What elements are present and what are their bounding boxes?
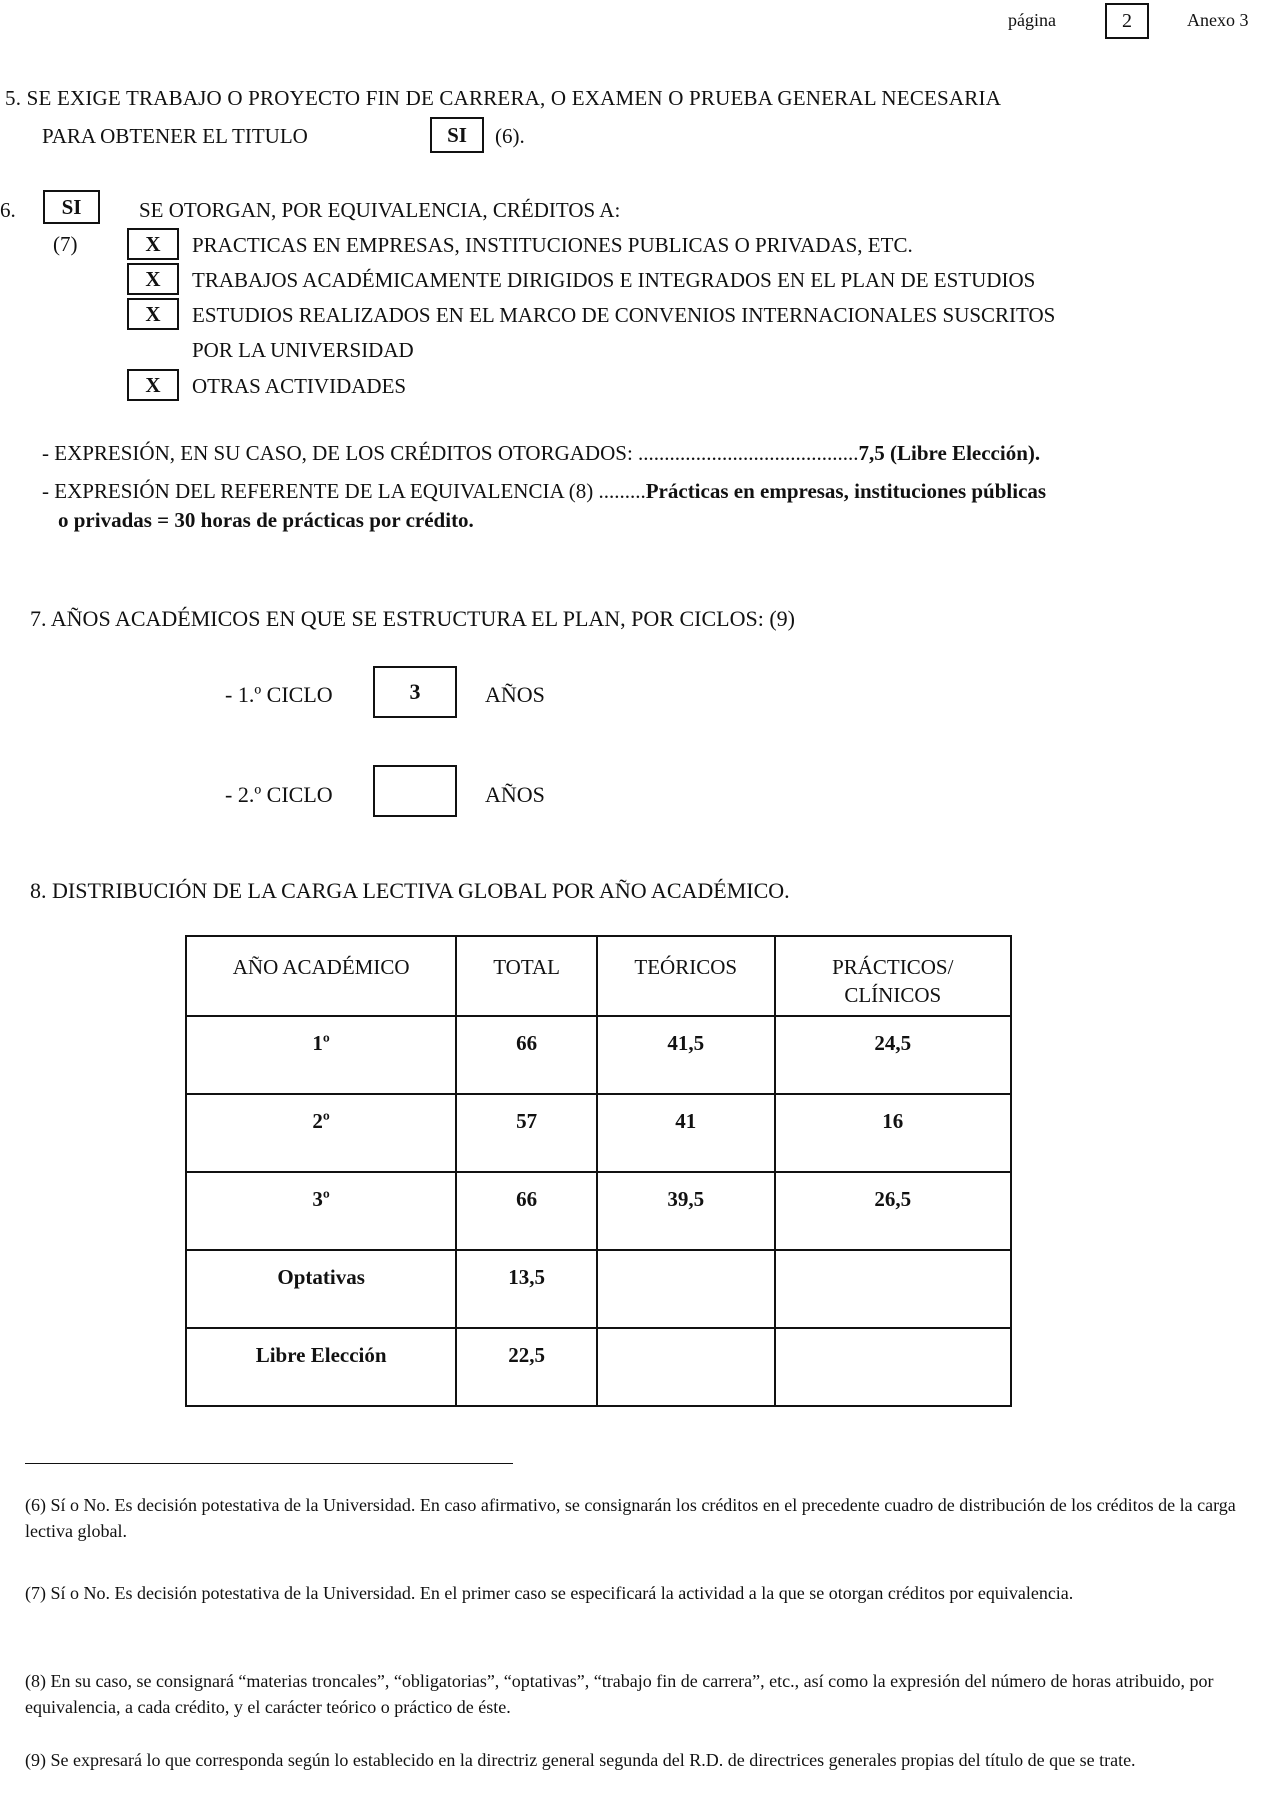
cycle1-years-label: AÑOS [485, 682, 545, 707]
credits-label: - EXPRESIÓN, EN SU CASO, DE LOS CRÉDITOS OTORGADOS: .......................................... [42, 441, 859, 465]
cell-year: 3º [186, 1172, 456, 1250]
col-header-practice-1: PRÁCTICOS/ [832, 955, 954, 979]
check-box-estudios: X [127, 298, 179, 330]
section5-answer-box: SI [430, 117, 484, 153]
equiv-label: - EXPRESIÓN DEL REFERENTE DE LA EQUIVALENCIA (8) ......... [42, 479, 646, 503]
item-trabajos: TRABAJOS ACADÉMICAMENTE DIRIGIDOS E INTEGRADOS EN EL PLAN DE ESTUDIOS [192, 268, 1036, 292]
col-header-theory: TEÓRICOS [597, 936, 775, 1016]
check-box-otras: X [127, 369, 179, 401]
cell-practice: 26,5 [775, 1172, 1011, 1250]
section6-heading: SE OTORGAN, POR EQUIVALENCIA, CRÉDITOS A: [139, 198, 621, 222]
footnote-6: (6) Sí o No. Es decisión potestativa de la Universidad. En caso afirmativo, se consignarán los créditos en el precedente cuadro de distribución de los créditos de la carga lectiva global. [25, 1495, 1236, 1541]
item-practicas: PRACTICAS EN EMPRESAS, INSTITUCIONES PUBLICAS O PRIVADAS, ETC. [192, 233, 913, 257]
cycle1-label: - 1.º CICLO [225, 682, 333, 707]
table-row [186, 1172, 1011, 1250]
workload-table [185, 935, 1012, 1407]
cell-year: 2º [186, 1094, 456, 1172]
footnote-divider [25, 1463, 513, 1464]
table-row [186, 1094, 1011, 1172]
section6-note: (7) [53, 232, 78, 256]
cycle2-value-box [373, 765, 457, 817]
equivalence-expression [42, 479, 1046, 504]
cell-practice: 16 [775, 1094, 1011, 1172]
footnote-9: (9) Se expresará lo que corresponda según lo establecido en la directriz general segunda del R.D. de directrices generales propias del título de que se trate. [25, 1750, 1136, 1770]
cell-year: Libre Elección [186, 1328, 456, 1406]
cell-total: 57 [456, 1094, 597, 1172]
cycle1-value-box: 3 [373, 666, 457, 718]
table-row [186, 1328, 1011, 1406]
page-label: página [1008, 10, 1056, 30]
col-header-year: AÑO ACADÉMICO [186, 936, 456, 1016]
table-row [186, 1016, 1011, 1094]
cycle2-label: - 2.º CICLO [225, 782, 333, 807]
cell-year: 1º [186, 1016, 456, 1094]
cell-practice: 24,5 [775, 1016, 1011, 1094]
cell-practice [775, 1328, 1011, 1406]
item-estudios: ESTUDIOS REALIZADOS EN EL MARCO DE CONVENIOS INTERNACIONALES SUSCRITOS [192, 303, 1056, 327]
section7-heading: 7. AÑOS ACADÉMICOS EN QUE SE ESTRUCTURA EL PLAN, POR CICLOS: (9) [30, 606, 795, 631]
section6-number: 6. [0, 198, 16, 222]
cell-total: 66 [456, 1172, 597, 1250]
section8-heading: 8. DISTRIBUCIÓN DE LA CARGA LECTIVA GLOBAL POR AÑO ACADÉMICO. [30, 878, 790, 903]
credits-value: 7,5 (Libre Elección). [858, 441, 1041, 465]
annex-label: Anexo 3 [1187, 10, 1249, 30]
cycle2-years-label: AÑOS [485, 782, 545, 807]
item-otras: OTRAS ACTIVIDADES [192, 374, 407, 398]
cell-theory [597, 1250, 775, 1328]
cell-total: 22,5 [456, 1328, 597, 1406]
equiv-value: Prácticas en empresas, instituciones públicas [645, 479, 1047, 503]
cell-total: 66 [456, 1016, 597, 1094]
check-box-practicas: X [127, 228, 179, 260]
cell-theory: 41 [597, 1094, 775, 1172]
cell-year: Optativas [186, 1250, 456, 1328]
section5-note: (6). [495, 124, 525, 148]
table-header-row [186, 936, 1011, 1016]
col-header-total: TOTAL [456, 936, 597, 1016]
section6-answer-box: SI [43, 190, 100, 224]
cell-practice [775, 1250, 1011, 1328]
credits-expression [42, 441, 1040, 466]
col-header-practice [775, 936, 1011, 1016]
equiv-value-continued: o privadas = 30 horas de prácticas por crédito. [58, 508, 474, 532]
item-estudios-continued: POR LA UNIVERSIDAD [192, 338, 414, 362]
cell-theory [597, 1328, 775, 1406]
section5-line1: 5. SE EXIGE TRABAJO O PROYECTO FIN DE CARRERA, O EXAMEN O PRUEBA GENERAL NECESARIA [5, 86, 1002, 110]
page-number-box: 2 [1105, 3, 1149, 39]
cell-theory: 41,5 [597, 1016, 775, 1094]
table-row [186, 1250, 1011, 1328]
col-header-practice-2: CLÍNICOS [844, 983, 942, 1007]
check-box-trabajos: X [127, 263, 179, 295]
cell-theory: 39,5 [597, 1172, 775, 1250]
footnote-8: (8) En su caso, se consignará “materias troncales”, “obligatorias”, “optativas”, “trabajo fin de carrera”, etc., así como la expresión del número de horas atribuido, por equivalencia, a cada crédito, y el carácter teórico o práctico de éste. [25, 1671, 1214, 1717]
footnote-7: (7) Sí o No. Es decisión potestativa de la Universidad. En el primer caso se especificará la actividad a la que se otorgan créditos por equivalencia. [25, 1583, 1074, 1603]
cell-total: 13,5 [456, 1250, 597, 1328]
section5-line2: PARA OBTENER EL TITULO [42, 124, 308, 148]
